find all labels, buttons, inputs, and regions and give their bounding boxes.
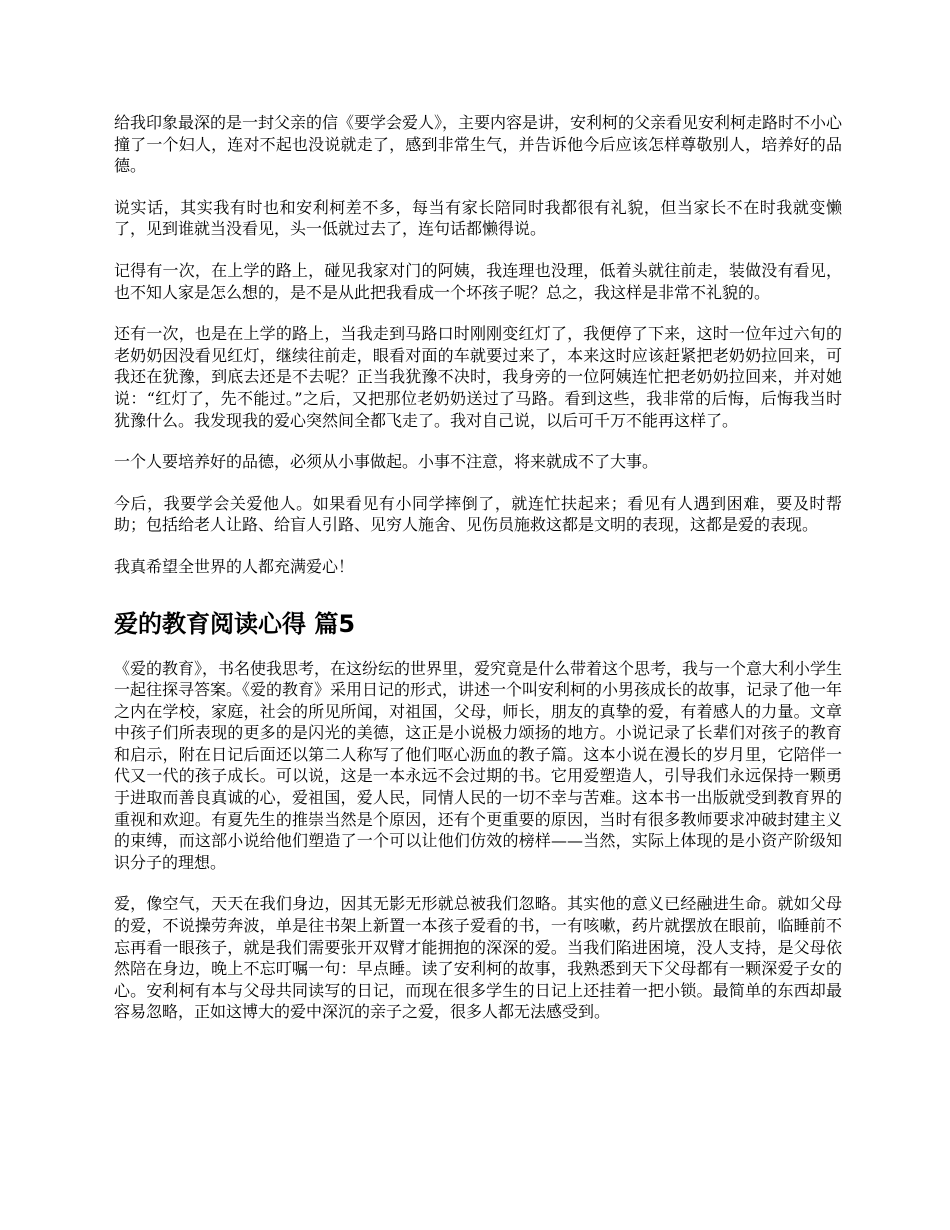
- section-heading: 爱的教育阅读心得 篇5: [114, 609, 356, 638]
- paragraph: 给我印象最深的是一封父亲的信《要学会爱人》，主要内容是讲，安利柯的父亲看见安利柯走路时不小心撞了一个妇人，连对不起也没说就走了，感到非常生气，并告诉他今后应该怎样尊敬别人，培养好的品德。: [114, 113, 843, 176]
- paragraph: 还有一次，也是在上学的路上，当我走到马路口时刚刚变红灯了，我便停了下来，这时一位年过六旬的老奶奶因没看见红灯，继续往前走，眼看对面的车就要过来了，本来这时应该赶紧把老奶奶拉回来，可我还在犹豫，到底去还是不去呢？正当我犹豫不决时，我身旁的一位阿姨连忙把老奶奶拉回来，并对她说：“红灯了，先不能过。”之后，又把那位老奶奶送过了马路。看到这些，我非常的后悔，后悔我当时犹豫什么。我发现我的爱心突然间全都飞走了。我对自己说，以后可千万不能再这样了。: [114, 324, 842, 430]
- paragraph: 今后，我要学会关爱他人。如果看见有小同学摔倒了，就连忙扶起来；看见有人遇到困难，要及时帮助；包括给老人让路、给盲人引路、见穷人施舍、见伤员施救这都是文明的表现，这都是爱的表现。: [114, 493, 842, 535]
- paragraph: 说实话，其实我有时也和安利柯差不多，每当有家长陪同时我都很有礼貌，但当家长不在时我就变懒了，见到谁就当没看见，头一低就过去了，连句话都懒得说。: [114, 197, 842, 239]
- paragraph: 记得有一次，在上学的路上，碰见我家对门的阿姨，我连理也没理，低着头就往前走，装做没有看见，也不知人家是怎么想的，是不是从此把我看成一个坏孩子呢？总之，我这样是非常不礼貌的。: [114, 260, 842, 302]
- paragraph: 我真希望全世界的人都充满爱心！: [114, 556, 355, 576]
- document-body: [114, 112, 842, 1043]
- paragraph: 爱，像空气，天天在我们身边，因其无影无形就总被我们忽略。其实他的意义已经融进生命。就如父母的爱，不说操劳奔波，单是往书架上新置一本孩子爱看的书，一有咳嗽，药片就摆放在眼前，临睡前不忘再看一眼孩子，就是我们需要张开双臂才能拥抱的深深的爱。当我们陷进困境，没人支持，是父母依然陪在身边，晚上不忘叮嘱一句：早点睡。读了安利柯的故事，我熟悉到天下父母都有一颗深爱子女的心。安利柯有本与父母共同读写的日记，而现在很多学生的日记上还挂着一把小锁。最简单的东西却最容易忽略，正如这博大的爱中深沉的亲子之爱，很多人都无法感受到。: [114, 894, 842, 1022]
- paragraph: 一个人要培养好的品德，必须从小事做起。小事不注意，将来就成不了大事。: [114, 452, 659, 472]
- paragraph: 《爱的教育》，书名使我思考，在这纷纭的世界里，爱究竟是什么带着这个思考，我与一个意大利小学生一起往探寻答案。《爱的教育》采用日记的形式，讲述一个叫安利柯的小男孩成长的故事，记录了他一年之内在学校，家庭，社会的所见所闻，对祖国，父母，师长，朋友的真挚的爱，有着感人的力量。文章中孩子们所表现的更多的是闪光的美德，这正是小说极力颂扬的地方。小说记录了长辈们对孩子的教育和启示，附在日记后面还以第二人称写了他们呕心沥血的教子篇。这本小说在漫长的岁月里，它陪伴一代又一代的孩子成长。可以说，这是一本永远不会过期的书。它用爱塑造人，引导我们永远保持一颗勇于进取而善良真诚的心，爱祖国，爱人民，同情人民的一切不幸与苦难。这本书一出版就受到教育界的重视和欢迎。有夏先生的推崇当然是个原因，还有个更重要的原因，当时有很多教师要求冲破封建主义的束缚，而这部小说给他们塑造了一个可以让他们仿效的榜样——当然，实际上体现的是小资产阶级知识分子的理想。: [114, 658, 843, 872]
